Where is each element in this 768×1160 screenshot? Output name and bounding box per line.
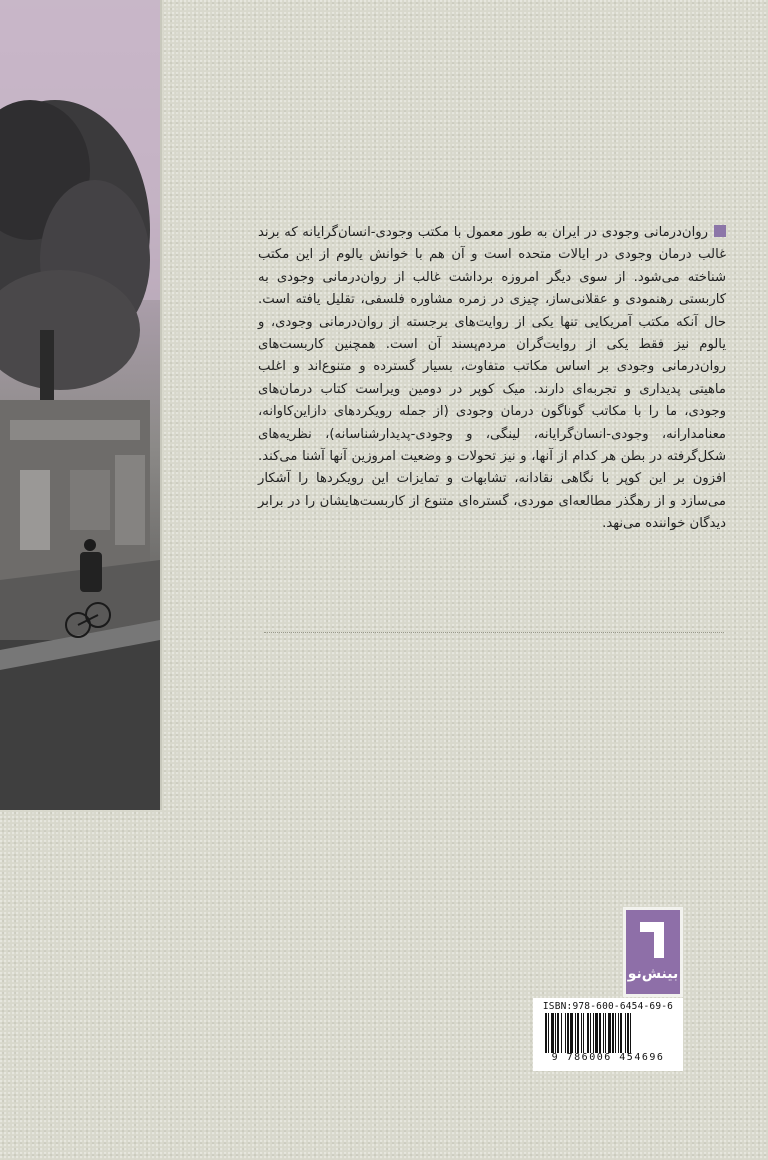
purple-square-bullet xyxy=(714,225,726,237)
barcode-bar xyxy=(581,1013,582,1053)
barcode-bar xyxy=(595,1013,598,1053)
barcode-bar xyxy=(605,1013,606,1053)
barcode-bar xyxy=(627,1013,629,1053)
barcode-bar xyxy=(570,1013,573,1053)
barcode-bar xyxy=(603,1013,604,1053)
barcode-bar xyxy=(557,1013,559,1053)
barcode-bar xyxy=(615,1013,616,1053)
barcode-bar xyxy=(590,1013,591,1053)
barcode-bar xyxy=(551,1013,554,1053)
barcode-bar xyxy=(625,1013,626,1053)
barcode-bar xyxy=(587,1013,589,1053)
dotted-separator xyxy=(264,632,724,633)
barcode-bar xyxy=(548,1013,549,1053)
isbn-barcode-box xyxy=(533,998,683,1071)
barcode-bar xyxy=(593,1013,594,1053)
blurb-text: روان‌درمانی وجودی در ایران به طور معمول با مکتب وجودی-انسان‌گرایانه که برند غالب درمان وجودی در ایالات متحده است و آن هم با خوانش یالوم از این مکتب شناخته می‌شود. از سوی دیگر امروزه برداشت غالب از روان‌درمانی وجودی به کاربستی رهنمودی و عقلانی‌ساز، چیزی در زمره مشاوره فلسفی، تقلیل یافته است. حال آنکه مکتب آمریکایی تنها یکی از روایت‌های برجسته از روان‌درمانی وجودی، و یالوم نیز فقط یکی از روایت‌گران مردم‌پسند آن است. همچنین کاربست‌های روان‌درمانی وجودی بر اساس مکاتب متفاوت، بسیار گسترده و متنوع‌اند و اغلب ماهیتی پدیداری و تجربه‌ای دارند. میک کوپر در دومین ویراست کتاب درمان‌های وجودی، ما را با مکاتب گوناگون درمان وجودی (از جمله رویکردهای دازاین‌کاوانه، معنامدارانه، وجودی-انسان‌گرایانه، لینگی، و وجودی-پدیدارشناسانه)، نظریه‌های شکل‌گرفته در بطن هر کدام از آنها، و نیز تحولات و وضعیت امروزین آنها آشنا می‌کند. افزون بر این کوپر با نگاهی نقادانه، تشابهات و تمایزات این رویکردها را آشکار می‌سازد و از رهگذر مطالعه‌ای موردی، گستره‌ای متنوع از کاربست‌هایشان را در برابر دیدگان خواننده می‌نهد. xyxy=(258,225,726,532)
cover-photo xyxy=(0,0,162,810)
barcode-bar xyxy=(567,1013,569,1053)
street-scene-illustration xyxy=(0,0,160,810)
barcode-bar xyxy=(577,1013,579,1053)
barcode-bar xyxy=(599,1013,601,1053)
barcode-bar xyxy=(618,1013,619,1053)
publisher-logo xyxy=(623,907,683,997)
publisher-name: بینش‌نو xyxy=(627,966,679,982)
barcode-bar xyxy=(630,1013,631,1053)
barcode-bar xyxy=(565,1013,566,1053)
barcode-bar xyxy=(612,1013,614,1053)
barcode-bar xyxy=(555,1013,556,1053)
isbn-label: ISBN:978-600-6454-69-6 xyxy=(542,1001,674,1012)
barcode-bar xyxy=(608,1013,611,1053)
barcode-bar xyxy=(620,1013,622,1053)
barcode-bar xyxy=(561,1013,562,1053)
back-cover-blurb xyxy=(258,222,726,536)
publisher-mark-icon xyxy=(638,920,668,960)
barcode-bars xyxy=(542,1013,674,1053)
barcode-bar xyxy=(575,1013,576,1053)
barcode-bar xyxy=(545,1013,547,1053)
barcode-bar xyxy=(583,1013,584,1053)
isbn-digits: 9 786006 454696 xyxy=(551,1052,665,1063)
